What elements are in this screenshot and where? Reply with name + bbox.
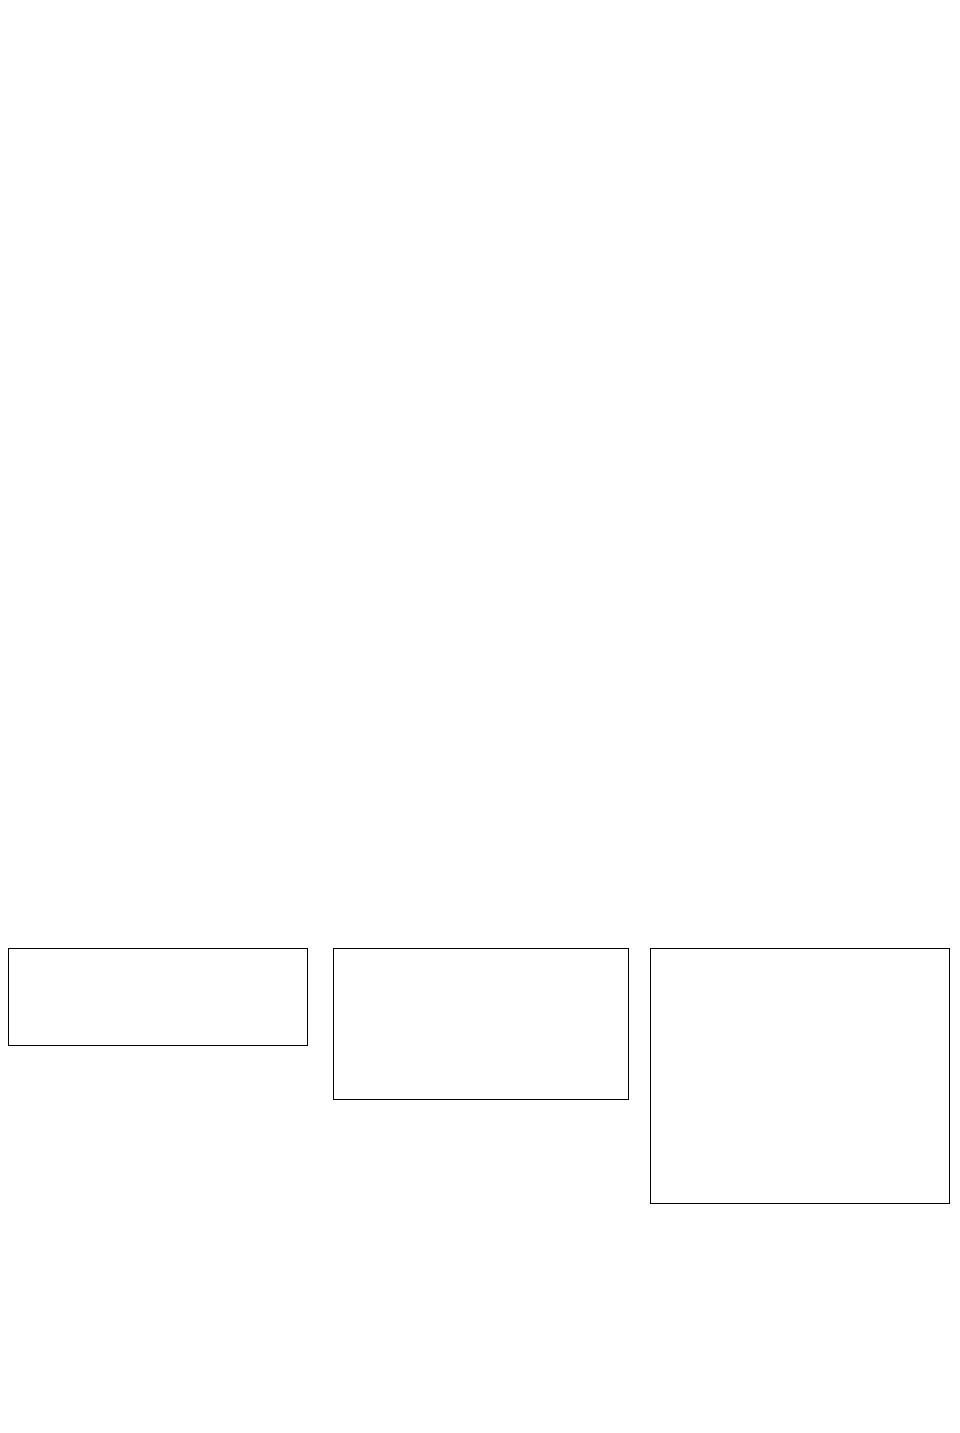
legend-box-jordbruk (8, 948, 308, 1046)
chart-ovriga (642, 665, 938, 920)
legend-box-ovriga (650, 948, 950, 1204)
chart-skog (325, 665, 621, 920)
legend-box-skog (333, 948, 629, 1100)
chart-jordbruk (8, 665, 304, 920)
summary-chart (530, 55, 950, 415)
